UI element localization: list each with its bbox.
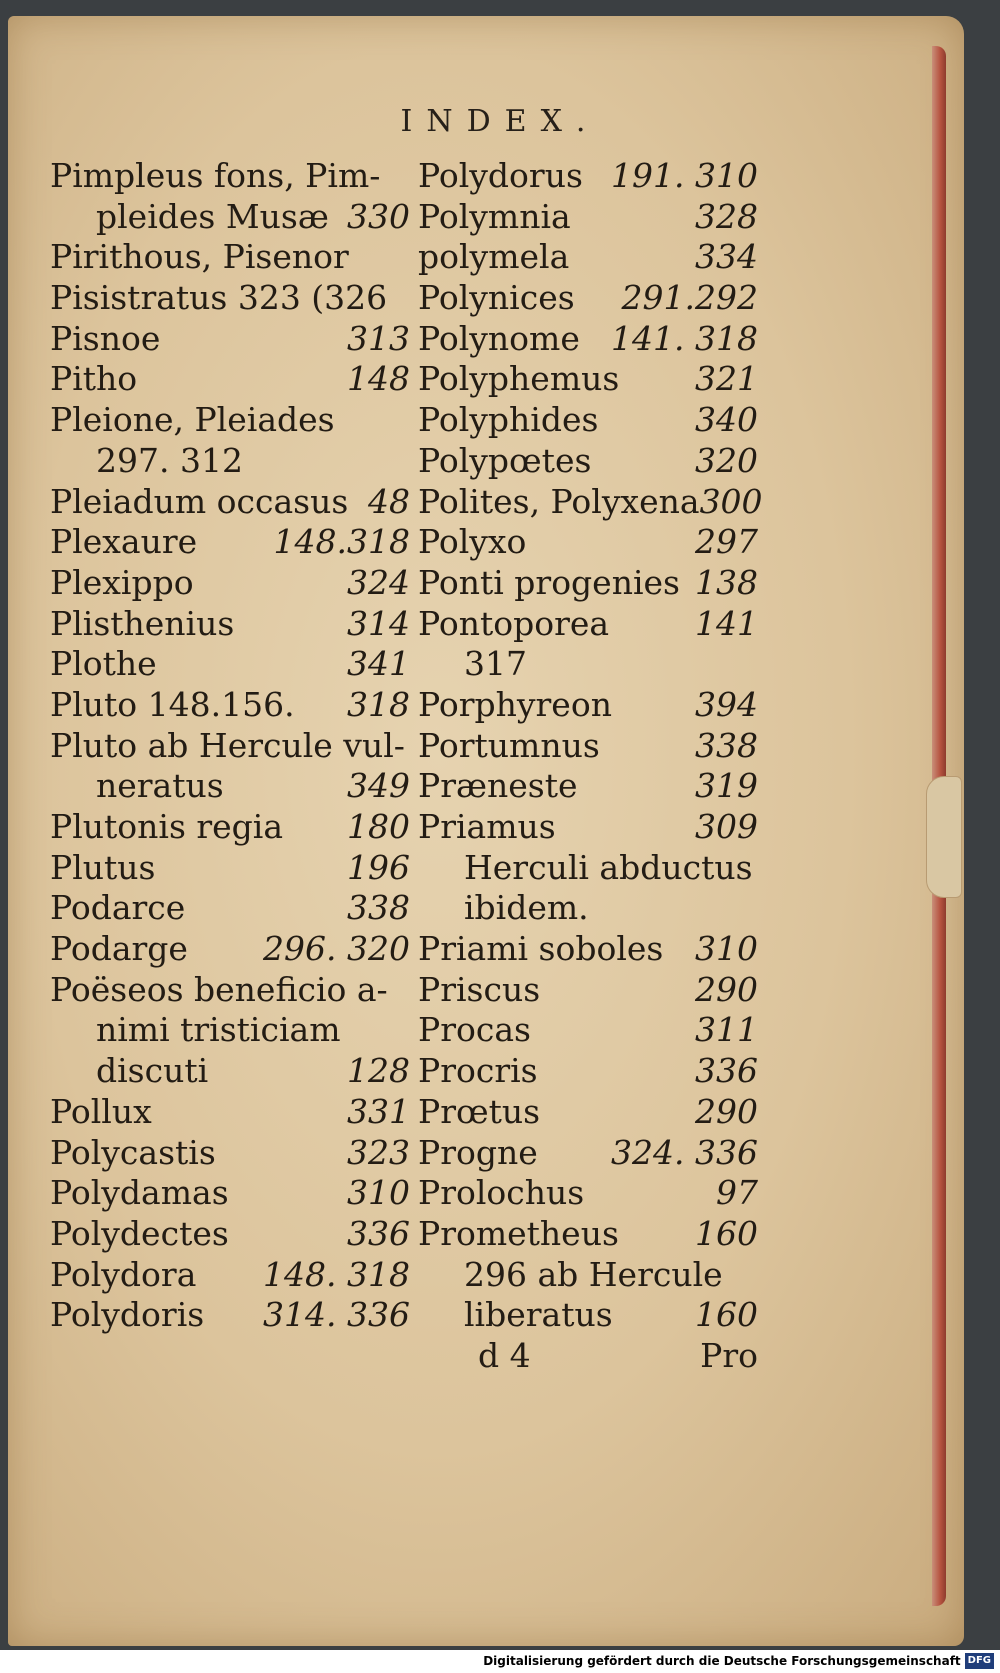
index-entry <box>418 1092 758 1133</box>
page-reference: 180 <box>347 807 410 846</box>
index-entry <box>50 929 410 970</box>
page-reference: 141. 318 <box>611 318 758 358</box>
page-reference: 319 <box>695 766 758 806</box>
page-reference: 324. 336 <box>611 1132 758 1172</box>
index-entry <box>418 1051 758 1092</box>
page-reference: 338 <box>695 725 758 765</box>
index-entry <box>418 1133 758 1174</box>
index-term: Polyphides <box>418 400 599 440</box>
page-reference: 336 <box>347 1213 410 1253</box>
index-entry <box>50 1173 410 1214</box>
index-entry <box>50 237 410 278</box>
page-reference: 290 <box>695 969 758 1009</box>
index-entry <box>418 848 758 889</box>
index-term: Polyphemus <box>418 359 620 399</box>
index-term: Porphyreon <box>418 684 612 724</box>
index-term: Prolochus <box>418 1173 585 1213</box>
page-reference: 148 <box>347 359 410 399</box>
page-reference: 324 <box>347 562 410 602</box>
index-term: ibidem. <box>464 888 589 928</box>
page-reference: 296. 320 <box>263 929 410 969</box>
index-term: Poëseos beneficio a- <box>50 969 388 1009</box>
page-reference: 310 <box>347 1173 410 1213</box>
index-term: Plisthenius <box>50 603 235 643</box>
index-term: Prometheus <box>418 1213 619 1253</box>
index-entry <box>418 400 758 441</box>
index-term: pleides Musæ <box>96 196 329 236</box>
index-term: Polydectes <box>50 1213 229 1253</box>
page-reference: 334 <box>695 237 758 277</box>
page-reference: 148.318 <box>273 522 410 562</box>
index-term: Polydoris <box>50 1295 205 1335</box>
index-term: liberatus <box>464 1295 613 1335</box>
page-reference: 48 <box>368 481 410 521</box>
index-term: 296 ab Hercule <box>464 1254 723 1294</box>
funding-banner <box>0 1650 1000 1673</box>
index-entry <box>50 1092 410 1133</box>
index-entry <box>418 1214 758 1255</box>
index-term: Priscus <box>418 969 541 1009</box>
index-term: Priamus <box>418 807 556 846</box>
index-entry <box>50 482 410 523</box>
index-term: Polyxo <box>418 522 527 562</box>
page-reference: 311 <box>695 1010 758 1050</box>
index-entry <box>50 1051 410 1092</box>
index-entry <box>50 1010 410 1051</box>
index-entry <box>50 156 410 197</box>
index-term: nimi tristiciam <box>96 1010 341 1050</box>
page-reference: 138 <box>695 562 758 602</box>
index-term: Podarge <box>50 929 188 969</box>
index-term: Pluto 148.156. <box>50 684 295 724</box>
page-reference: 309 <box>695 807 758 846</box>
index-entry <box>418 685 758 726</box>
index-entry <box>50 522 410 563</box>
index-term: Pleione, Pleiades <box>50 400 335 440</box>
page-reference: 341 <box>347 644 410 684</box>
index-term: Præneste <box>418 766 578 806</box>
index-entry <box>50 319 410 360</box>
index-entry <box>418 604 758 645</box>
page-reference: 300 <box>699 481 763 521</box>
index-entry <box>418 807 758 848</box>
index-entry <box>50 807 410 848</box>
index-term: Prœtus <box>418 1091 541 1131</box>
page-reference: 314 <box>347 603 410 643</box>
page-tab <box>926 776 962 898</box>
index-term: Plexippo <box>50 562 194 602</box>
index-term: Polypœtes <box>418 440 592 480</box>
index-entry <box>50 644 410 685</box>
page-reference: 141 <box>695 603 758 643</box>
index-entry <box>50 400 410 441</box>
index-term: Podarce <box>50 888 186 928</box>
index-entry <box>418 1295 758 1336</box>
page-reference: 336 <box>695 1051 758 1091</box>
index-entry <box>50 441 410 482</box>
index-entry <box>50 726 410 767</box>
banner-text: Digitalisierung gefördert durch die Deutsche Forschungsgemeinschaft <box>483 1654 961 1668</box>
page-reference: 196 <box>347 847 410 887</box>
index-entry <box>418 644 758 685</box>
index-term: Pleiadum occasus <box>50 481 349 521</box>
index-entry <box>50 970 410 1011</box>
index-term: Polymnia <box>418 196 571 236</box>
index-entry <box>418 1173 758 1214</box>
index-entry <box>418 726 758 767</box>
page-reference: 160 <box>695 1295 758 1335</box>
page-reference: 97 <box>716 1173 758 1213</box>
page-reference: 148. 318 <box>263 1254 410 1294</box>
index-term: Plutus <box>50 847 156 887</box>
page-reference: 321 <box>695 359 758 399</box>
index-entry <box>50 766 410 807</box>
index-entry <box>418 522 758 563</box>
index-term: Plexaure <box>50 522 198 562</box>
index-term: 317 <box>464 644 527 684</box>
index-term: Ponti progenies <box>418 562 680 602</box>
page-reference: 323 <box>347 1132 410 1172</box>
index-entry <box>418 197 758 238</box>
index-column-left <box>50 156 410 1336</box>
index-entry <box>418 359 758 400</box>
index-entry <box>418 888 758 929</box>
index-entry <box>50 197 410 238</box>
index-entry <box>50 685 410 726</box>
index-term: Polydora <box>50 1254 197 1294</box>
page-reference: 128 <box>347 1051 410 1091</box>
page-reference: 338 <box>347 888 410 928</box>
page-reference: 340 <box>695 400 758 440</box>
index-entry <box>50 359 410 400</box>
index-entry <box>418 1010 758 1051</box>
index-entry <box>50 1214 410 1255</box>
index-entry <box>418 237 758 278</box>
index-term: Pisnoe <box>50 318 161 358</box>
index-term: Polites, Polyxena <box>418 481 700 521</box>
index-term: Portumnus <box>418 725 600 765</box>
index-entry <box>418 156 758 197</box>
index-term: Pollux <box>50 1091 152 1131</box>
index-term: Polydamas <box>50 1173 229 1213</box>
index-term: Priami soboles <box>418 929 664 969</box>
index-term: Procas <box>418 1010 531 1050</box>
index-entry <box>418 970 758 1011</box>
index-entry <box>418 766 758 807</box>
index-entry <box>50 563 410 604</box>
index-entry <box>418 929 758 970</box>
index-term: 297. 312 <box>96 440 243 480</box>
index-term: Pluto ab Hercule vul- <box>50 725 405 765</box>
page-reference: 160 <box>695 1213 758 1253</box>
index-term: Plothe <box>50 644 157 684</box>
index-entry <box>50 848 410 889</box>
page-header: INDEX. <box>400 104 600 139</box>
index-term: Plutonis regia <box>50 807 284 846</box>
index-term: Progne <box>418 1132 538 1172</box>
page-reference: 313 <box>347 318 410 358</box>
index-term: Pisistratus 323 (326 <box>50 278 388 318</box>
index-entry <box>418 441 758 482</box>
index-term: Procris <box>418 1051 538 1091</box>
index-term: Polycastis <box>50 1132 216 1172</box>
page-reference: 291.292 <box>621 278 758 318</box>
index-entry <box>50 604 410 645</box>
page-reference: 310 <box>695 929 758 969</box>
page-reference: 297 <box>695 522 758 562</box>
dfg-logo: DFG <box>965 1653 994 1669</box>
index-entry <box>50 1295 410 1336</box>
page-footer <box>418 1336 758 1377</box>
page-reference: 290 <box>695 1091 758 1131</box>
page-reference: 349 <box>347 766 410 806</box>
page-reference: 318 <box>347 684 410 724</box>
page-reference: 191. 310 <box>611 156 758 195</box>
index-term: neratus <box>96 766 224 806</box>
index-term: discuti <box>96 1051 209 1091</box>
index-entry <box>418 1255 758 1296</box>
page-reference: 331 <box>347 1091 410 1131</box>
index-term: Pitho <box>50 359 138 399</box>
catchword: Pro <box>700 1335 758 1375</box>
index-term: Herculi abductus <box>464 847 753 887</box>
index-entry <box>418 481 763 523</box>
index-term: Pimpleus fons, Pim- <box>50 156 381 195</box>
signature-mark: d 4 <box>478 1335 531 1375</box>
index-column-right <box>418 156 763 1377</box>
index-entry <box>50 1255 410 1296</box>
index-entry <box>418 319 758 360</box>
page-reference: 330 <box>347 196 410 236</box>
index-term: Pontoporea <box>418 603 610 643</box>
index-term: Polynome <box>418 318 580 358</box>
index-entry <box>418 563 758 604</box>
index-entry <box>50 888 410 929</box>
index-entry <box>418 278 758 319</box>
index-entry <box>50 1133 410 1174</box>
index-term: Polynices <box>418 278 575 318</box>
index-term: Polydorus <box>418 156 583 195</box>
page-reference: 328 <box>695 196 758 236</box>
page-reference: 394 <box>695 684 758 724</box>
index-entry <box>50 278 410 319</box>
page-reference: 314. 336 <box>263 1295 410 1335</box>
index-term: polymela <box>418 237 570 277</box>
page-reference: 320 <box>695 440 758 480</box>
index-term: Pirithous, Pisenor <box>50 237 349 277</box>
